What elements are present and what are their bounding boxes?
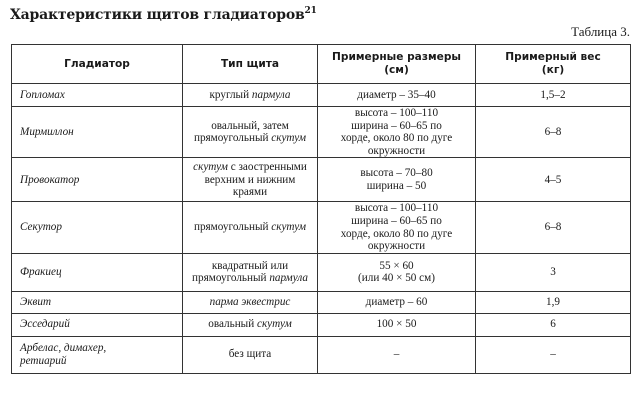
gladiator-name: Эсседарий: [12, 313, 183, 336]
shield-size: высота – 70–80 ширина – 50: [318, 158, 476, 202]
gladiator-name: Фракиец: [12, 253, 183, 291]
header-row: [12, 45, 631, 84]
shield-weight: 1,9: [476, 291, 631, 313]
shield-weight: 6–8: [476, 202, 631, 253]
table-row: [12, 253, 631, 291]
table-row: [12, 107, 631, 158]
shield-text: круглый: [209, 88, 252, 101]
shield-type: [183, 253, 318, 291]
shields-table: [11, 44, 631, 374]
shield-term: скутум: [271, 221, 307, 234]
shield-term: пармула: [251, 88, 291, 101]
shield-text: квадратный или прямоугольный: [192, 259, 289, 285]
shield-term: скутум: [193, 160, 228, 173]
table-caption: Таблица 3.: [571, 24, 630, 39]
header-shield-type: Тип щита: [183, 45, 318, 84]
shield-weight: 3: [476, 253, 631, 291]
gladiator-name: Гопломах: [12, 84, 183, 107]
shield-text: с заостренными верхним и нижним краями: [204, 160, 307, 199]
table-row: [12, 202, 631, 253]
shield-type: [183, 158, 318, 202]
gladiator-name: Мирмиллон: [12, 107, 183, 158]
shield-weight: 6–8: [476, 107, 631, 158]
shield-weight: 6: [476, 313, 631, 336]
shield-weight: –: [476, 336, 631, 373]
gladiator-name: Провокатор: [12, 158, 183, 202]
shield-type: [183, 336, 318, 373]
shield-text: овальный: [208, 318, 257, 331]
header-weight: Примерный вес (кг): [476, 45, 631, 84]
shield-weight: 1,5–2: [476, 84, 631, 107]
header-size: Примерные размеры (см): [318, 45, 476, 84]
gladiator-name: Секутор: [12, 202, 183, 253]
table-row: [12, 313, 631, 336]
shield-type: [183, 291, 318, 313]
shield-text: прямоугольный: [193, 221, 272, 234]
shield-type: [183, 107, 318, 158]
shield-size: диаметр – 35–40: [318, 84, 476, 107]
table-body: [12, 84, 631, 374]
shield-size: диаметр – 60: [318, 291, 476, 313]
header-gladiator: Гладиатор: [12, 45, 183, 84]
shield-text: овальный, затем прямоугольный: [193, 119, 289, 145]
table-title: Характеристики щитов гладиаторов$^{21}$: [10, 6, 317, 23]
gladiator-name: Эквит: [12, 291, 183, 313]
shield-text: без щита: [228, 348, 272, 361]
shield-type: [183, 313, 318, 336]
shield-size: высота – 100–110 ширина – 60–65 по хорде, около 80 по дуге окружности: [318, 202, 476, 253]
shield-term: скутум: [271, 132, 307, 145]
table-row: [12, 84, 631, 107]
shield-size: 100 × 50: [318, 313, 476, 336]
table-row: [12, 336, 631, 373]
gladiator-name: Арбелас, димахер, ретиарий: [12, 336, 183, 373]
footnote-marker: 21: [304, 6, 317, 16]
shield-type: [183, 202, 318, 253]
shield-type: [183, 84, 318, 107]
shield-size: высота – 100–110 ширина – 60–65 по хорде, около 80 по дуге окружности: [318, 107, 476, 158]
shield-term: парма эквестрис: [209, 295, 291, 308]
shield-weight: 4–5: [476, 158, 631, 202]
shield-term: скутум: [256, 318, 292, 331]
shield-size: –: [318, 336, 476, 373]
table-row: [12, 158, 631, 202]
table-row: [12, 291, 631, 313]
shield-term: пармула: [269, 272, 308, 285]
shield-size: 55 × 60 (или 40 × 50 см): [318, 253, 476, 291]
